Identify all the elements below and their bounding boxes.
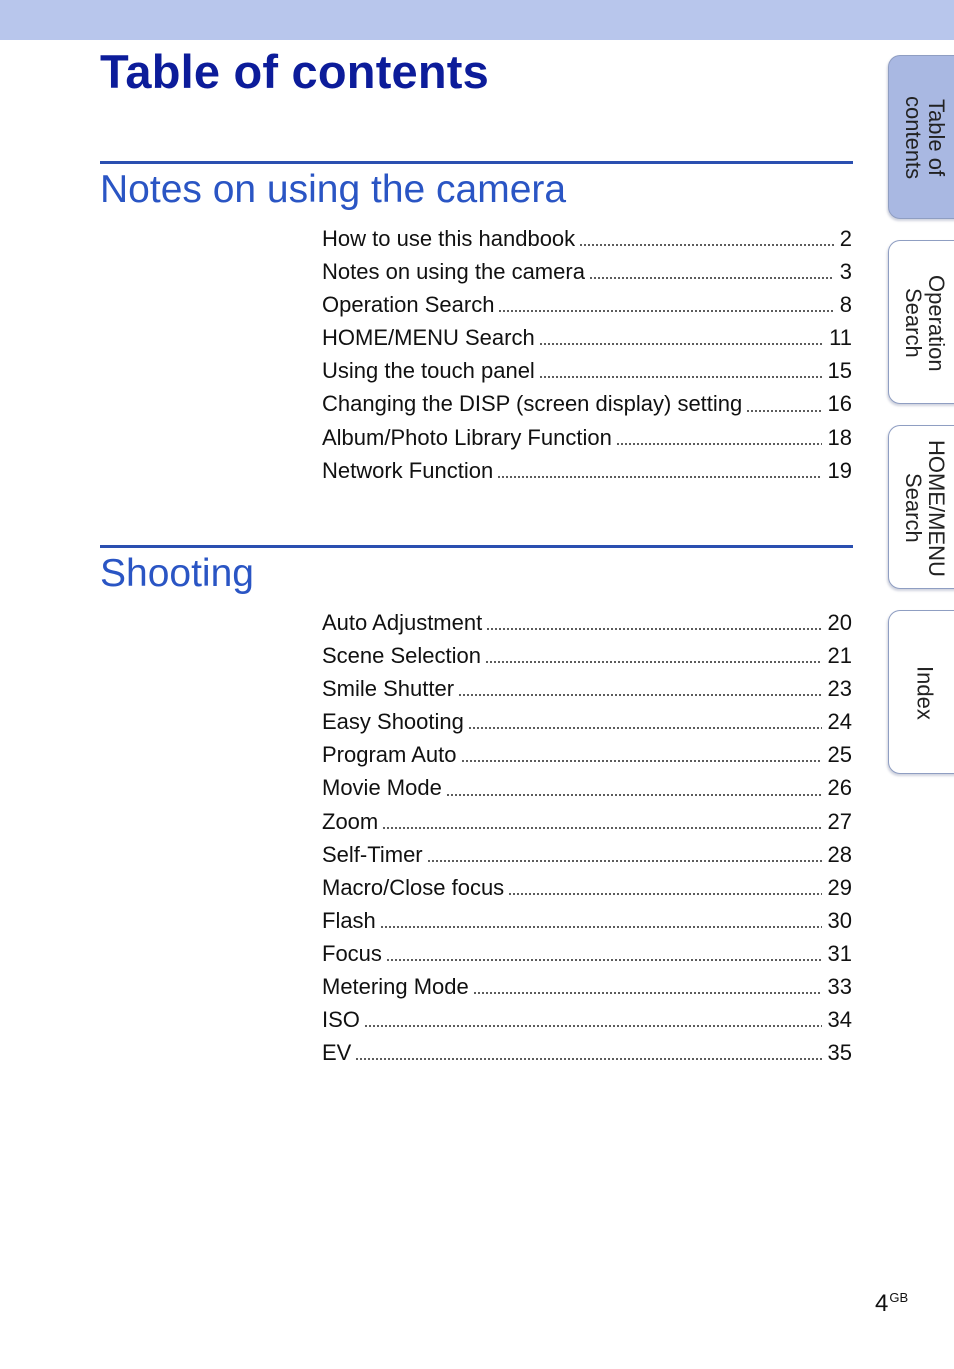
toc-entry-page: 33 (827, 974, 852, 1000)
toc-entry-label: Album/Photo Library Function (322, 424, 612, 450)
toc-entry-page: 3 (839, 259, 852, 285)
toc-entry-page: 19 (827, 457, 852, 483)
toc-entry[interactable] (322, 771, 852, 804)
toc-entry-label: Focus (322, 940, 382, 966)
toc-entry-page: 30 (827, 907, 852, 933)
toc-entry-page: 20 (827, 610, 852, 635)
dot-leader (386, 959, 822, 961)
page-title: Table of contents (100, 45, 489, 98)
toc-entry-page: 2 (839, 226, 852, 251)
toc-entry-label: Program Auto (322, 742, 457, 768)
toc-entry-label: Smile Shutter (322, 676, 455, 702)
toc-entry[interactable] (322, 321, 852, 354)
toc-entry-label: Changing the DISP (screen display) setting (322, 391, 743, 417)
page-number (875, 1290, 908, 1318)
dot-leader (746, 410, 821, 412)
toc-entry-label: EV (322, 1040, 352, 1066)
toc-entry[interactable] (322, 354, 852, 387)
toc-entry[interactable] (322, 738, 852, 771)
dot-leader (579, 244, 834, 246)
toc-entry-label: Easy Shooting (322, 709, 464, 735)
toc-entry-page: 15 (827, 358, 852, 384)
toc-entry-page: 11 (829, 325, 852, 351)
toc-entry-page: 35 (827, 1040, 852, 1066)
toc-entry[interactable] (322, 871, 852, 904)
tab-label: Table of contents (901, 96, 949, 180)
toc-entry[interactable] (322, 970, 852, 1003)
tab-label: HOME/MENU Search (901, 439, 949, 577)
dot-leader (473, 992, 822, 994)
toc-entry[interactable] (322, 606, 852, 639)
toc-entry-label: Network Function (322, 457, 494, 483)
toc-entry-label: Operation Search (322, 292, 495, 318)
toc-entry-label: Movie Mode (322, 775, 442, 801)
toc-list-shooting (322, 606, 852, 1069)
tab-operation-search[interactable] (888, 240, 954, 404)
dot-leader (539, 376, 822, 378)
toc-entry[interactable] (322, 1036, 852, 1069)
toc-entry[interactable] (322, 288, 852, 321)
dot-leader (485, 661, 822, 663)
toc-entry-label: Using the touch panel (322, 358, 535, 384)
toc-entry-page: 18 (827, 424, 852, 450)
toc-entry[interactable] (322, 838, 852, 871)
dot-leader (616, 443, 822, 445)
top-header-band (0, 0, 954, 40)
toc-entry-label: Flash (322, 907, 376, 933)
toc-entry-label: HOME/MENU Search (322, 325, 535, 351)
dot-leader (355, 1058, 821, 1060)
toc-entry[interactable] (322, 387, 852, 420)
toc-entry[interactable] (322, 454, 852, 487)
dot-leader (458, 694, 821, 696)
tab-label: Index (912, 666, 938, 720)
toc-entry-label: ISO (322, 1007, 360, 1033)
section-rule-shooting (100, 545, 853, 548)
dot-leader (446, 794, 822, 796)
toc-entry-label: Notes on using the camera (322, 259, 585, 285)
toc-entry-label: Metering Mode (322, 974, 469, 1000)
toc-entry[interactable] (322, 672, 852, 705)
section-title-notes: Notes on using the camera (100, 168, 567, 211)
toc-entry-page: 24 (827, 709, 852, 735)
toc-list-notes (322, 222, 852, 487)
section-title-shooting: Shooting (100, 552, 254, 595)
tab-label: Operation Search (901, 274, 949, 372)
dot-leader (486, 628, 821, 630)
toc-entry-page: 16 (827, 391, 852, 417)
toc-entry-label: Zoom (322, 808, 379, 834)
dot-leader (508, 893, 821, 895)
toc-entry[interactable] (322, 255, 852, 288)
toc-entry[interactable] (322, 222, 852, 255)
toc-entry[interactable] (322, 639, 852, 672)
toc-entry-label: Self-Timer (322, 841, 423, 867)
dot-leader (468, 727, 822, 729)
dot-leader (382, 827, 821, 829)
page-number-suffix: GB (889, 1290, 909, 1305)
toc-entry-label: Auto Adjustment (322, 610, 483, 635)
dot-leader (364, 1025, 822, 1027)
toc-entry[interactable] (322, 1003, 852, 1036)
tab-index[interactable] (888, 610, 954, 774)
dot-leader (497, 476, 821, 478)
toc-entry-page: 23 (827, 676, 852, 702)
toc-entry[interactable] (322, 705, 852, 738)
toc-entry-page: 21 (827, 643, 852, 669)
dot-leader (427, 860, 822, 862)
toc-entry-page: 8 (839, 292, 852, 318)
dot-leader (498, 310, 833, 312)
tab-home-menu-search[interactable] (888, 425, 954, 589)
toc-entry-page: 31 (827, 940, 852, 966)
toc-entry-page: 26 (827, 775, 852, 801)
toc-entry-page: 25 (827, 742, 852, 768)
dot-leader (539, 343, 823, 345)
toc-entry-label: Macro/Close focus (322, 874, 505, 900)
toc-entry-page: 29 (827, 874, 852, 900)
tab-table-of-contents[interactable] (888, 55, 954, 219)
toc-entry[interactable] (322, 421, 852, 454)
toc-entry-page: 28 (827, 841, 852, 867)
toc-entry[interactable] (322, 937, 852, 970)
toc-entry-label: How to use this handbook (322, 226, 576, 251)
page-number-value: 4 (875, 1290, 889, 1317)
toc-entry[interactable] (322, 805, 852, 838)
toc-entry-label: Scene Selection (322, 643, 481, 669)
dot-leader (589, 277, 834, 279)
toc-entry-page: 34 (827, 1007, 852, 1033)
dot-leader (380, 926, 822, 928)
dot-leader (461, 760, 822, 762)
toc-entry-page: 27 (827, 808, 852, 834)
section-rule-notes (100, 161, 853, 164)
toc-entry[interactable] (322, 904, 852, 937)
